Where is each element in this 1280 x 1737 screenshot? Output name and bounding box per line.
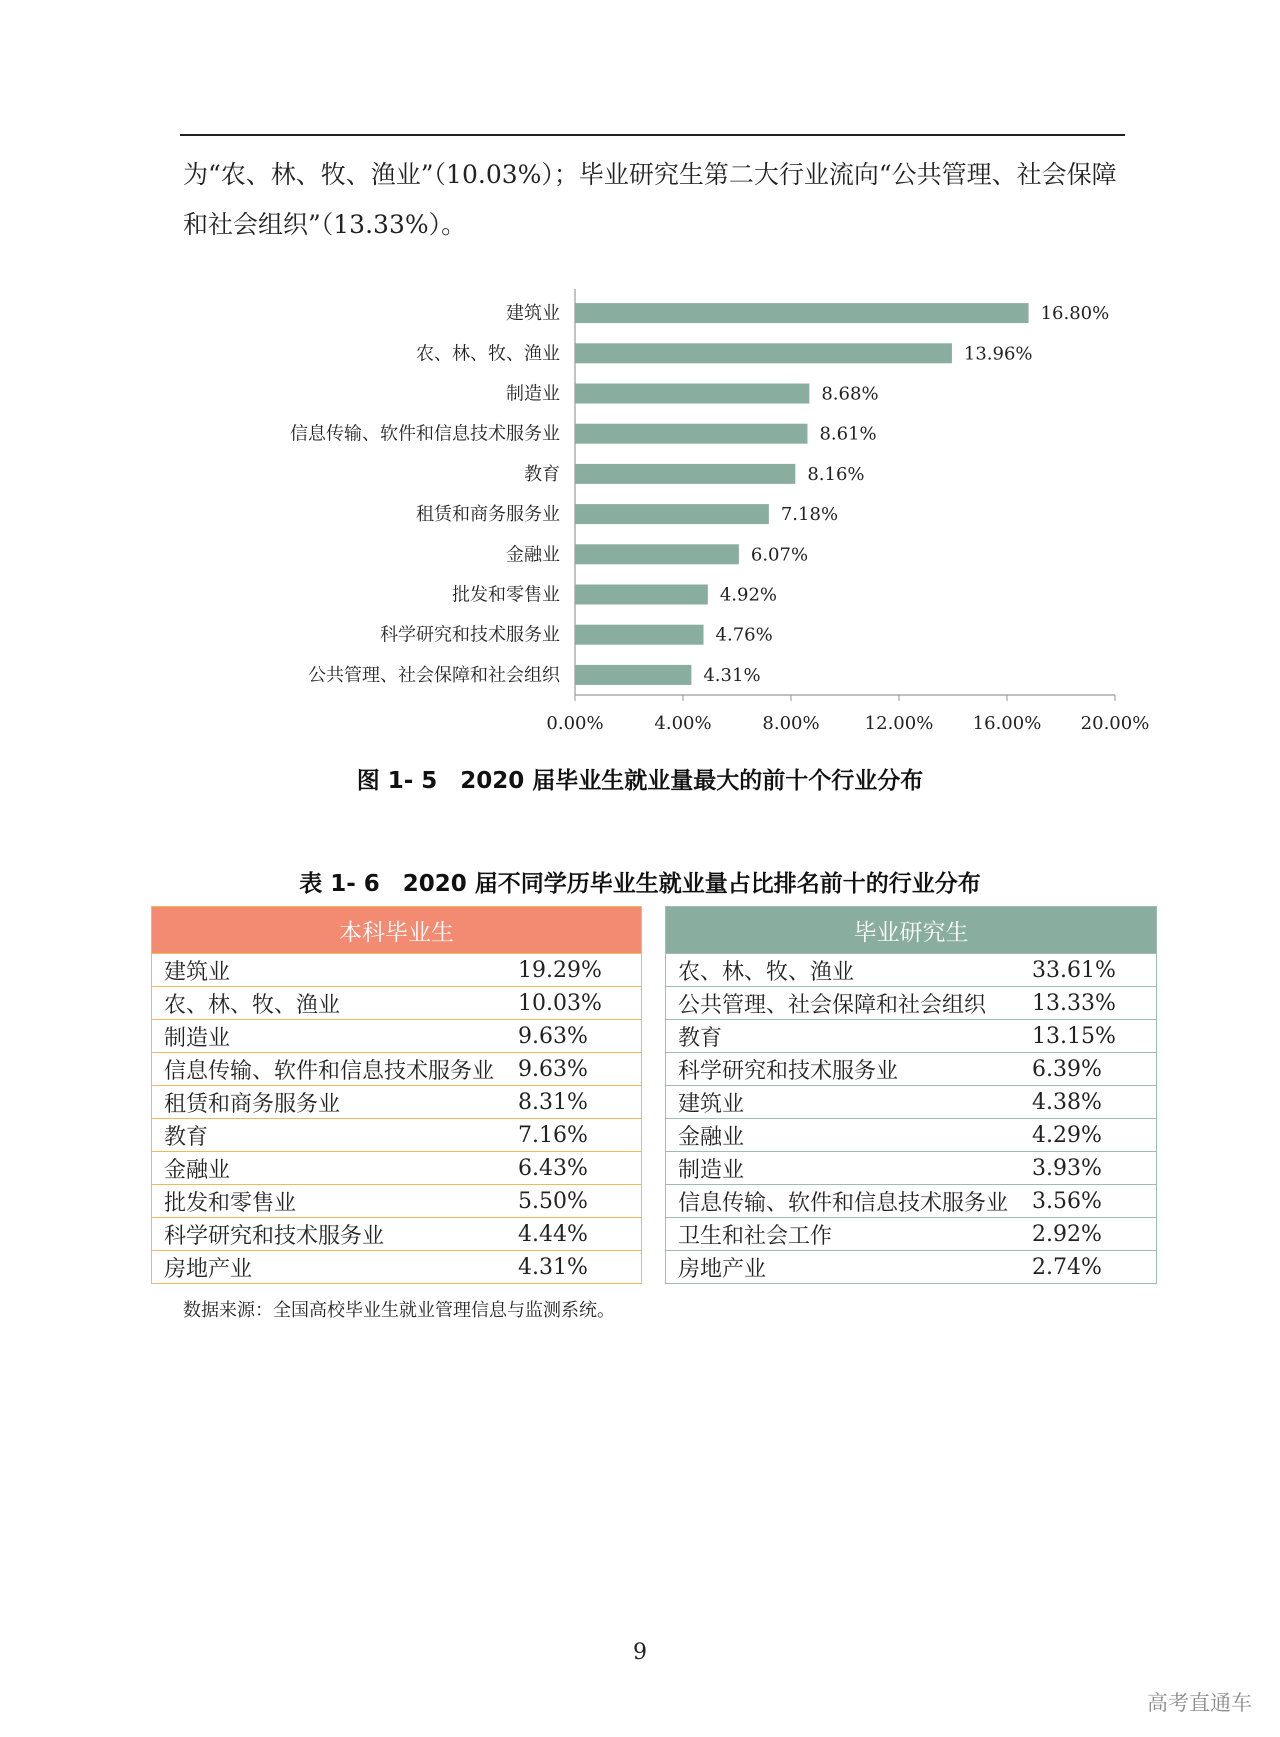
data-label: 4.92%	[719, 584, 778, 606]
table-row	[152, 1185, 642, 1218]
industry-name: 科学研究和技术服务业	[152, 1218, 515, 1251]
data-label: 4.31%	[703, 664, 761, 686]
table-row	[152, 987, 642, 1020]
data-label: 13.96%	[963, 343, 1033, 365]
industry-name: 制造业	[152, 1020, 515, 1053]
x-tick-label: 12.00%	[864, 713, 934, 734]
table-row	[666, 1185, 1157, 1218]
industry-share: 4.44%	[514, 1218, 642, 1251]
industry-share: 7.16%	[514, 1119, 642, 1152]
industry-share: 33.61%	[1028, 954, 1157, 987]
category-label: 制造业	[506, 383, 560, 405]
industry-name: 信息传输、软件和信息技术服务业	[666, 1185, 1029, 1218]
bar	[575, 343, 952, 363]
bar	[575, 504, 769, 524]
industry-name: 金融业	[666, 1119, 1029, 1152]
industry-name: 批发和零售业	[152, 1185, 515, 1218]
table-row	[666, 1086, 1157, 1119]
industry-share: 5.50%	[514, 1185, 642, 1218]
industry-share: 6.43%	[514, 1152, 642, 1185]
table-row	[152, 1119, 642, 1152]
data-label: 16.80%	[1040, 303, 1110, 325]
industry-name: 农、林、牧、渔业	[666, 954, 1029, 987]
industry-share: 2.74%	[1028, 1251, 1157, 1284]
category-label: 教育	[524, 463, 560, 485]
table-row	[152, 1020, 642, 1053]
table-row	[666, 1020, 1157, 1053]
category-label: 农、林、牧、渔业	[416, 343, 560, 365]
body-paragraph: 为“农、林、牧、渔业”（10.03%）；毕业研究生第二大行业流向“公共管理、社会保障和社会组织”（13.33%）。	[183, 160, 1117, 239]
table-row	[666, 1053, 1157, 1086]
data-label: 8.61%	[819, 423, 877, 445]
graduate-header: 毕业研究生	[666, 907, 1157, 954]
industry-share: 8.31%	[514, 1086, 642, 1119]
industry-share: 13.15%	[1028, 1020, 1157, 1053]
data-label: 7.18%	[780, 504, 839, 526]
industry-share: 2.92%	[1028, 1218, 1157, 1251]
data-source-note: 数据来源：全国高校毕业生就业管理信息与监测系统。	[183, 1300, 615, 1321]
data-label: 6.07%	[750, 544, 809, 566]
bar	[575, 625, 704, 645]
x-tick-label: 20.00%	[1080, 713, 1150, 734]
category-label: 科学研究和技术服务业	[380, 624, 560, 646]
bar	[575, 665, 691, 685]
table-row	[666, 954, 1157, 987]
industry-name: 房地产业	[152, 1251, 515, 1284]
data-label: 4.76%	[715, 624, 773, 646]
industry-name: 信息传输、软件和信息技术服务业	[152, 1053, 515, 1086]
table-row	[152, 1218, 642, 1251]
table-row	[152, 1086, 642, 1119]
industry-name: 农、林、牧、渔业	[152, 987, 515, 1020]
header-rule	[180, 134, 1125, 136]
industry-share: 19.29%	[514, 954, 642, 987]
table-row	[152, 1053, 642, 1086]
industry-share: 4.38%	[1028, 1086, 1157, 1119]
industry-share: 3.93%	[1028, 1152, 1157, 1185]
table-row	[152, 1152, 642, 1185]
table-row	[152, 954, 642, 987]
industry-share: 9.63%	[514, 1053, 642, 1086]
industry-name: 科学研究和技术服务业	[666, 1053, 1029, 1086]
watermark: 高考直通车	[1147, 1691, 1252, 1715]
x-tick-label: 4.00%	[654, 713, 712, 734]
category-label: 租赁和商务服务业	[416, 504, 560, 526]
industry-name: 卫生和社会工作	[666, 1218, 1029, 1251]
page-number: 9	[633, 1640, 647, 1665]
table-caption: 表 1- 6 2020 届不同学历毕业生就业量占比排名前十的行业分布	[299, 871, 981, 897]
bar	[575, 424, 807, 444]
industry-name: 制造业	[666, 1152, 1029, 1185]
industry-share: 6.39%	[1028, 1053, 1157, 1086]
table-row	[666, 1152, 1157, 1185]
category-label: 公共管理、社会保障和社会组织	[308, 664, 560, 686]
data-label: 8.16%	[807, 463, 865, 485]
table-row	[666, 1218, 1157, 1251]
table-row	[666, 1251, 1157, 1284]
industry-share: 13.33%	[1028, 987, 1157, 1020]
graduate-table	[665, 906, 1157, 1284]
table-row	[666, 1119, 1157, 1152]
industry-name: 金融业	[152, 1152, 515, 1185]
undergrad-header: 本科毕业生	[152, 907, 642, 954]
table-row	[666, 987, 1157, 1020]
industry-name: 房地产业	[666, 1251, 1029, 1284]
bar	[575, 384, 809, 404]
category-label: 信息传输、软件和信息技术服务业	[290, 423, 560, 445]
industry-share: 9.63%	[514, 1020, 642, 1053]
category-label: 建筑业	[506, 303, 560, 325]
table-row	[152, 1251, 642, 1284]
industry-name: 公共管理、社会保障和社会组织	[666, 987, 1029, 1020]
industry-share: 4.29%	[1028, 1119, 1157, 1152]
bar	[575, 464, 795, 484]
industry-share: 4.31%	[514, 1251, 642, 1284]
industry-bar-chart	[0, 280, 1280, 740]
industry-share: 10.03%	[514, 987, 642, 1020]
bar	[575, 544, 739, 564]
category-label: 批发和零售业	[452, 584, 560, 606]
data-label: 8.68%	[821, 383, 879, 405]
figure-caption: 图 1- 5 2020 届毕业生就业量最大的前十个行业分布	[356, 768, 924, 794]
undergrad-table	[151, 906, 642, 1284]
x-tick-label: 8.00%	[762, 713, 820, 734]
x-tick-label: 0.00%	[546, 713, 604, 734]
industry-share: 3.56%	[1028, 1185, 1157, 1218]
industry-name: 教育	[666, 1020, 1029, 1053]
industry-name: 教育	[152, 1119, 515, 1152]
bar	[575, 303, 1029, 323]
x-tick-label: 16.00%	[972, 713, 1042, 734]
industry-name: 建筑业	[152, 954, 515, 987]
category-label: 金融业	[506, 544, 560, 566]
bar	[575, 585, 708, 605]
industry-name: 建筑业	[666, 1086, 1029, 1119]
industry-name: 租赁和商务服务业	[152, 1086, 515, 1119]
